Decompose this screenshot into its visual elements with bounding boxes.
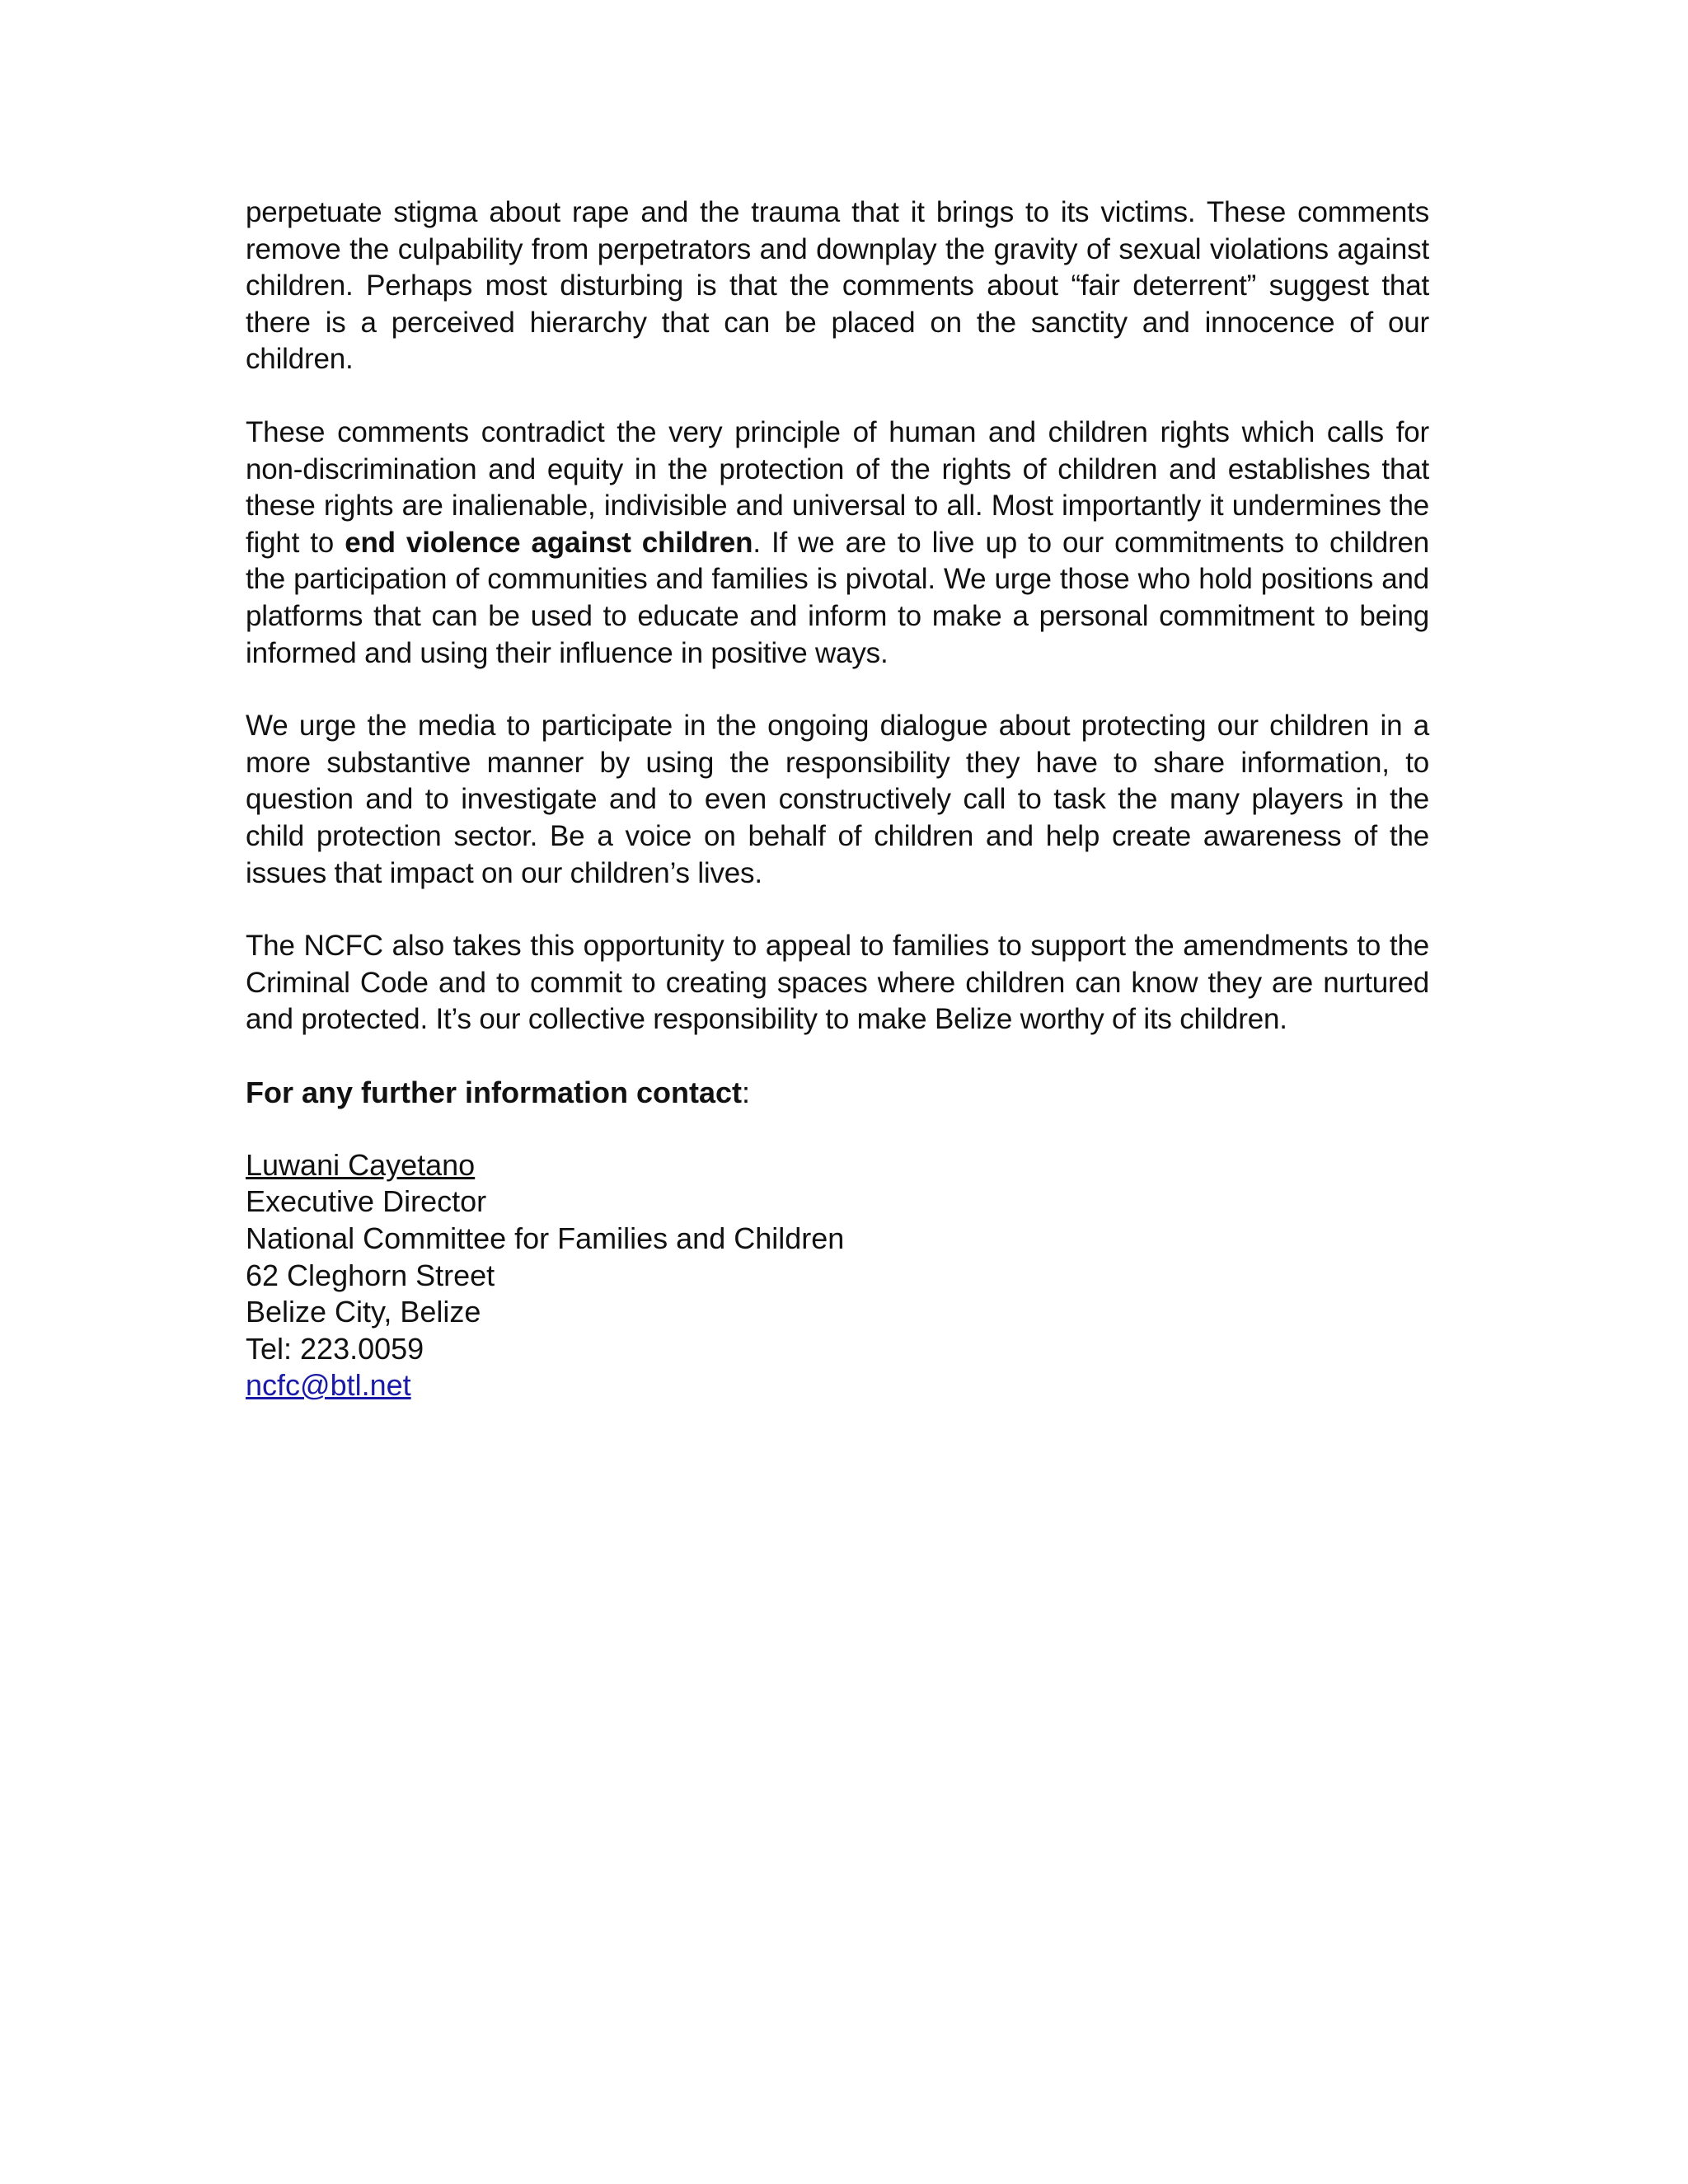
contact-title: Executive Director [246,1184,487,1219]
contact-email-link[interactable]: ncfc@btl.net [246,1368,411,1403]
contact-heading-colon: : [742,1075,751,1109]
contact-organization: National Committee for Families and Children [246,1221,845,1256]
paragraph-rights-text-end: . If we are to live up to our commitments to children the participation of communities and families is pivotal. We urge those who hold positions and platforms that can be used to educate and inform to make a personal commitment to being informed and using their influence in positive ways. [246,526,1429,669]
contact-heading [246,1075,1429,1111]
paragraph-media: We urge the media to participate in the ongoing dialogue about protecting our children in a more substantive manner by using the responsibility they have to share information, to question and to investigate and to even constructively call to task the many players in the child protection sector. Be a voice on behalf of children and help create awareness of the issues that impact on our children’s lives. [246,710,1429,889]
contact-name: Luwani Cayetano [246,1147,476,1182]
paragraph-rights-text-start: These comments contradict the very principle of human and children rights which calls for non-discrimination and equity in the protection of the rights of children and establishes that these rights are inalienable, indivisible and universal to all. Most importantly it undermines the fight to [246,415,1429,559]
contact-phone: Tel: 223.0059 [246,1331,424,1366]
contact-street: 62 Cleghorn Street [246,1258,495,1292]
document-page [246,194,1429,1404]
contact-heading-text: For any further information contact [246,1075,743,1109]
emphasis-end-violence: end violence against children [345,526,753,559]
paragraph-families: The NCFC also takes this opportunity to appeal to families to support the amendments to the Criminal Code and to commit to creating spaces where children can know they are nurtured and protected. It’s our collective responsibility to make Belize worthy of its children. [246,930,1429,1036]
contact-block [246,1147,1429,1404]
paragraph-stigma: perpetuate stigma about rape and the trauma that it brings to its victims. These comments remove the culpability from perpetrators and downplay the gravity of sexual violations against children. Perhaps most disturbing is that the comments about “fair deterrent” suggest that there is a perceived hierarchy that can be placed on the sanctity and innocence of our children. [246,196,1429,376]
paragraph-rights [246,415,1429,672]
contact-city: Belize City, Belize [246,1295,481,1329]
